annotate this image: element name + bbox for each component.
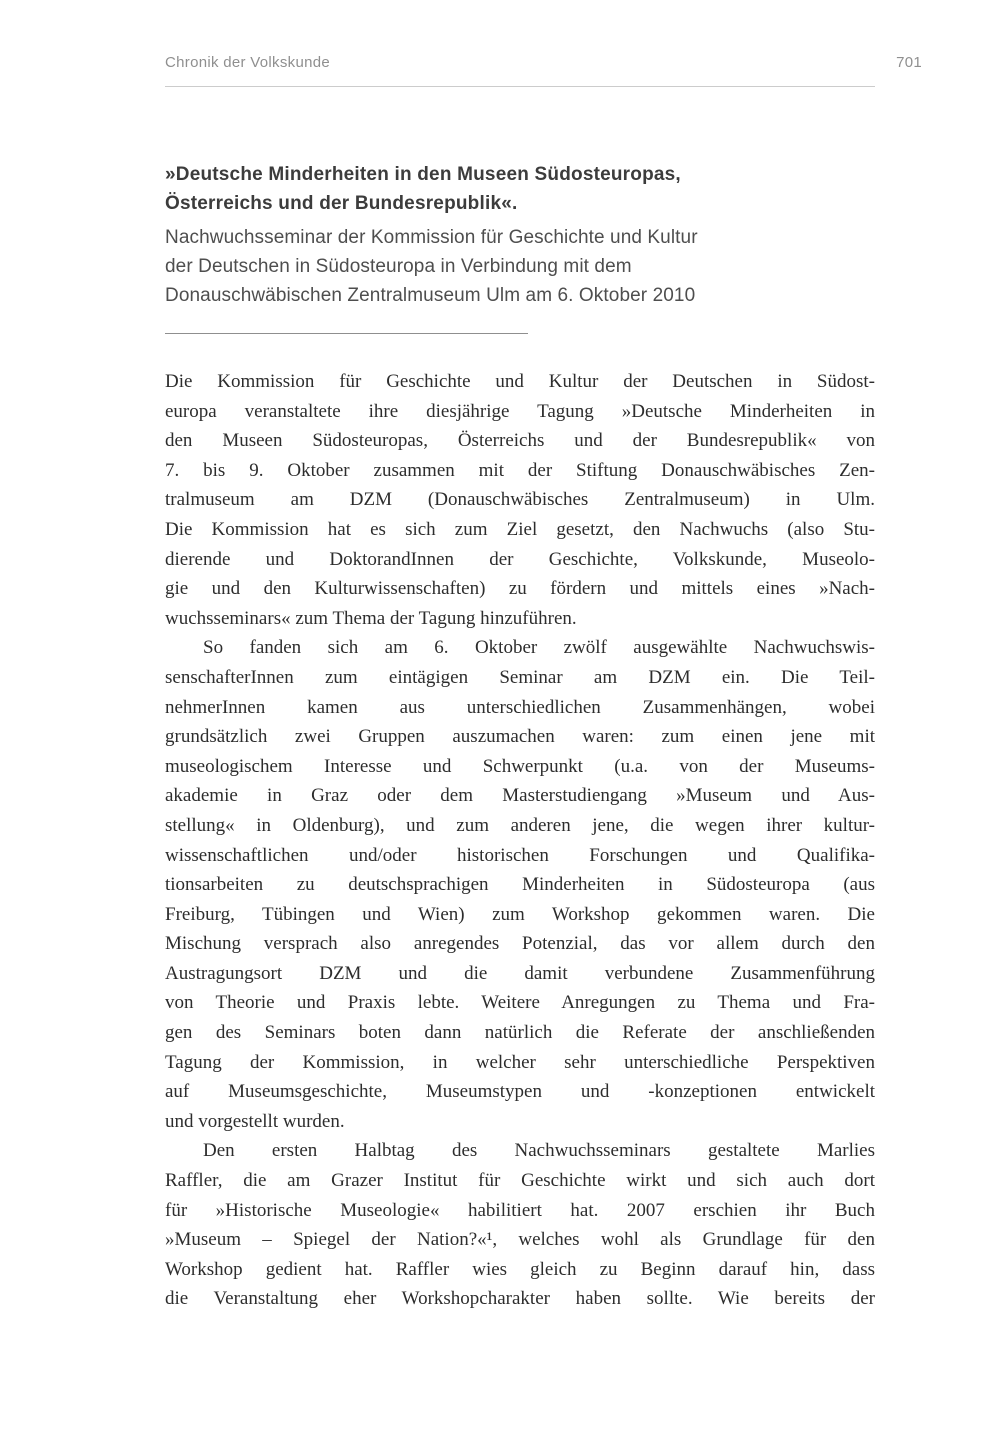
text-line: von Theorie und Praxis lebte. Weitere Anregungen zu Thema und Fra-	[165, 992, 875, 1014]
header-rule	[165, 86, 875, 87]
text-line: Austragungsort DZM und die damit verbundene Zusammenführung	[165, 962, 875, 984]
text-line: 7. bis 9. Oktober zusammen mit der Stiftung Donauschwäbisches Zen-	[165, 459, 875, 481]
text-line: der Deutschen in Südosteuropa in Verbindung mit dem	[165, 256, 632, 277]
running-head-title: Chronik der Volkskunde	[165, 54, 331, 71]
text-line: für »Historische Museologie« habilitiert hat. 2007 erschien ihr Buch	[165, 1199, 875, 1221]
text-line: Nachwuchsseminar der Kommission für Geschichte und Kultur	[165, 227, 698, 248]
article-header	[165, 160, 1000, 334]
text-line: wissenschaftlichen und/oder historischen Forschungen und Qualifika-	[165, 844, 875, 866]
text-line: gie und den Kulturwissenschaften) zu fördern und mittels eines »Nach-	[165, 578, 875, 600]
text-line: dierende und DoktorandInnen der Geschichte, Volkskunde, Museolo-	[165, 548, 875, 570]
text-line: »Museum – Spiegel der Nation?«¹, welches wohl als Grundlage für den	[165, 1229, 875, 1251]
text-line: den Museen Südosteuropas, Österreichs und der Bundesrepublik« von	[165, 430, 875, 452]
text-line: europa veranstaltete ihre diesjährige Tagung »Deutsche Minderheiten in	[165, 400, 875, 422]
text-line: stellung« in Oldenburg), und zum anderen jene, die wegen ihrer kultur-	[165, 814, 875, 836]
text-line: gen des Seminars boten dann natürlich die Referate der anschließenden	[165, 1022, 875, 1044]
text-line: die Veranstaltung eher Workshopcharakter haben sollte. Wie bereits der	[165, 1288, 875, 1310]
text-line: auf Museumsgeschichte, Museumstypen und -konzeptionen entwickelt	[165, 1081, 875, 1103]
text-line: museologischem Interesse und Schwerpunkt (u.a. von der Museums-	[165, 755, 875, 777]
page-number: 701	[896, 54, 922, 71]
text-line: So fanden sich am 6. Oktober zwölf ausgewählte Nachwuchswis-	[203, 637, 875, 659]
text-line: »Deutsche Minderheiten in den Museen Südosteuropas,	[165, 164, 681, 185]
text-line: wuchsseminars« zum Thema der Tagung hinzuführen.	[165, 607, 577, 629]
text-line: Tagung der Kommission, in welcher sehr unterschiedliche Perspektiven	[165, 1051, 875, 1073]
text-line: Freiburg, Tübingen und Wien) zum Workshop gekommen waren. Die	[165, 903, 875, 925]
text-line: Österreichs und der Bundesrepublik«.	[165, 193, 518, 214]
text-line: Die Kommission für Geschichte und Kultur der Deutschen in Südost-	[165, 371, 875, 392]
text-line: Donauschwäbischen Zentralmuseum Ulm am 6. Oktober 2010	[165, 285, 696, 306]
text-line: akademie in Graz oder dem Masterstudiengang »Museum und Aus-	[165, 785, 875, 807]
text-line: Die Kommission hat es sich zum Ziel gesetzt, den Nachwuchs (also Stu-	[165, 518, 875, 540]
article-subtitle	[165, 223, 1000, 310]
running-head	[165, 54, 922, 71]
text-line: Den ersten Halbtag des Nachwuchsseminars gestaltete Marlies	[203, 1140, 875, 1162]
text-line: Mischung versprach also anregendes Potenzial, das vor allem durch den	[165, 933, 875, 955]
text-line: Workshop gedient hat. Raffler wies gleich zu Beginn darauf hin, dass	[165, 1258, 875, 1280]
paragraph-2	[165, 633, 875, 1136]
text-line: nehmerInnen kamen aus unterschiedlichen Zusammenhängen, wobei	[165, 696, 875, 718]
paragraph-3	[165, 1136, 875, 1314]
text-line: grundsätzlich zwei Gruppen auszumachen waren: zum einen jene mit	[165, 726, 875, 748]
text-line: tionsarbeiten zu deutschsprachigen Minderheiten in Südosteuropa (aus	[165, 874, 875, 896]
article-body	[165, 367, 875, 1314]
text-line: tralmuseum am DZM (Donauschwäbisches Zentralmuseum) in Ulm.	[165, 489, 875, 511]
text-line: senschafterInnen zum eintägigen Seminar am DZM ein. Die Teil-	[165, 666, 875, 688]
article-title	[165, 160, 1000, 218]
text-line: und vorgestellt wurden.	[165, 1110, 345, 1132]
text-line: Raffler, die am Grazer Institut für Geschichte wirkt und sich auch dort	[165, 1170, 875, 1192]
title-rule	[165, 333, 528, 334]
paragraph-1	[165, 367, 875, 633]
